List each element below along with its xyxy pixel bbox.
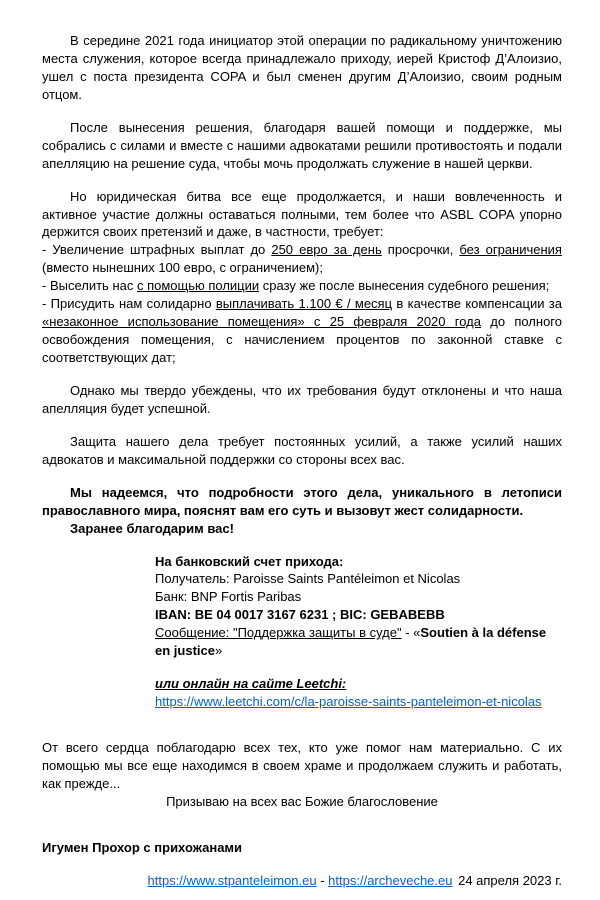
text-run: - Присудить нам солидарно [42,296,216,312]
paragraph-thanks [42,520,562,538]
paragraph-gratitude [42,739,562,793]
text-run: » [214,643,223,659]
text-run: Заранее благодарим вас! [70,520,234,536]
text-run: Защита нашего дела требует постоянных усилий, а также усилий наших адвокатов и максимальной поддержки со стороны всех вас. [42,433,562,467]
text-run: с помощью полиции [136,278,260,294]
footer-separator: - [316,873,329,888]
text-run: Игумен Прохор с прихожанами [42,839,243,855]
text-run: Призываю на всех вас Божие благословение [166,793,438,809]
paragraph-appeal [42,119,562,173]
text-run: (вместо нынешних 100 евро, с ограничением); [42,260,323,276]
leetchi-hyperlink[interactable]: https://www.leetchi.com/c/la-paroisse-saints-panteleimon-et-nicolas [155,694,542,710]
text-run: 24 апреля 2023 г. [458,872,562,888]
text-run: в качестве компенсации за [392,296,562,312]
bank-recipient [155,570,562,588]
page-footer [0,873,600,888]
text-run: Сообщение: "Поддержка защиты в суде" [155,625,402,641]
signature [42,839,562,857]
text-run: Однако мы твердо убеждены, что их требования будут отклонены и что наша апелляция будет успешной. [42,382,562,416]
document-body [42,32,562,890]
paragraph-blessing [42,793,562,811]
text-run: - « [401,625,421,641]
text-run: без ограничения [459,242,562,258]
text-run: Soutien à la défense en justice [155,625,547,659]
text-run: IBAN: BE 04 0017 3167 6231 ; BIC: GEBABEBB [155,607,445,623]
leetchi-link-line [155,693,562,711]
paragraph-defense-effort [42,433,562,469]
paragraph-intro-2021 [42,32,562,104]
bank-heading [155,553,562,571]
footer-link-archeveche[interactable]: https://archeveche.eu [328,873,453,888]
text-run: Мы надеемся, что подробности этого дела, уникального в летописи православного мира, пояснят вам его суть и вызовут жест солидарности. [42,484,562,518]
bank-name [155,588,562,606]
bank-iban [155,606,562,624]
list-item-compensation [42,295,562,367]
leetchi-label [155,675,562,693]
text-run: выплачивать 1.100 € / месяц [215,296,393,312]
bank-message [155,624,562,660]
text-run: После вынесения решения, благодаря вашей помощи и поддержке, мы собрались с силами и вместе с нашими адвокатами решили противостоять и подали апелляцию на решение суда, чтобы мочь продолжать служение в нашей церкви. [42,119,562,171]
text-run: 250 евро за день [271,242,382,258]
footer-link-stpanteleimon[interactable]: https://www.stpanteleimon.eu [147,873,317,888]
text-run: Но юридическая битва все еще продолжается, и наши вовлеченность и активное участие должны оставаться полными, тем более что ASBL COPA упорно держится своих претензий и даже, в частности, требует: [42,188,562,240]
text-run: На банковский счет прихода: [155,553,344,569]
text-run: - Увеличение штрафных выплат до [42,242,272,258]
list-item-eviction [42,277,562,295]
text-run: От всего сердца поблагодарю всех тех, кто уже помог нам материально. С их помощью мы все еще находимся в своем храме и продолжаем служить и работать, как прежде... [42,740,562,791]
text-run: Банк: BNP Fortis Paribas [155,589,302,605]
text-run: или онлайн на сайте Leetchi: [155,676,347,692]
text-run: - Выселить нас [42,278,137,294]
text-run: до полного освобождения помещения, с начислением процентов по законной ставке с соответствующих дат; [42,314,562,365]
text-run: «незаконное использование помещения» с 25 февраля 2020 года [42,314,481,330]
paragraph-conviction [42,382,562,418]
text-run: просрочки, [381,242,460,258]
paragraph-legal-battle [42,188,562,242]
text-run: Получатель: Paroisse Saints Pantéleimon et Nicolas [155,571,461,587]
text-run: сразу же после вынесения судебного решения; [259,278,550,294]
paragraph-hope [42,484,562,520]
text-run: В середине 2021 года инициатор этой операции по радикальному уничтожению места служения, которое всегда принадлежало приходу, иерей Кристоф Д’Алоизио, ушел с поста президента COPA и был сменен другим Д’Алоизио, своим родным отцом. [42,33,562,102]
list-item-fines [42,241,562,277]
